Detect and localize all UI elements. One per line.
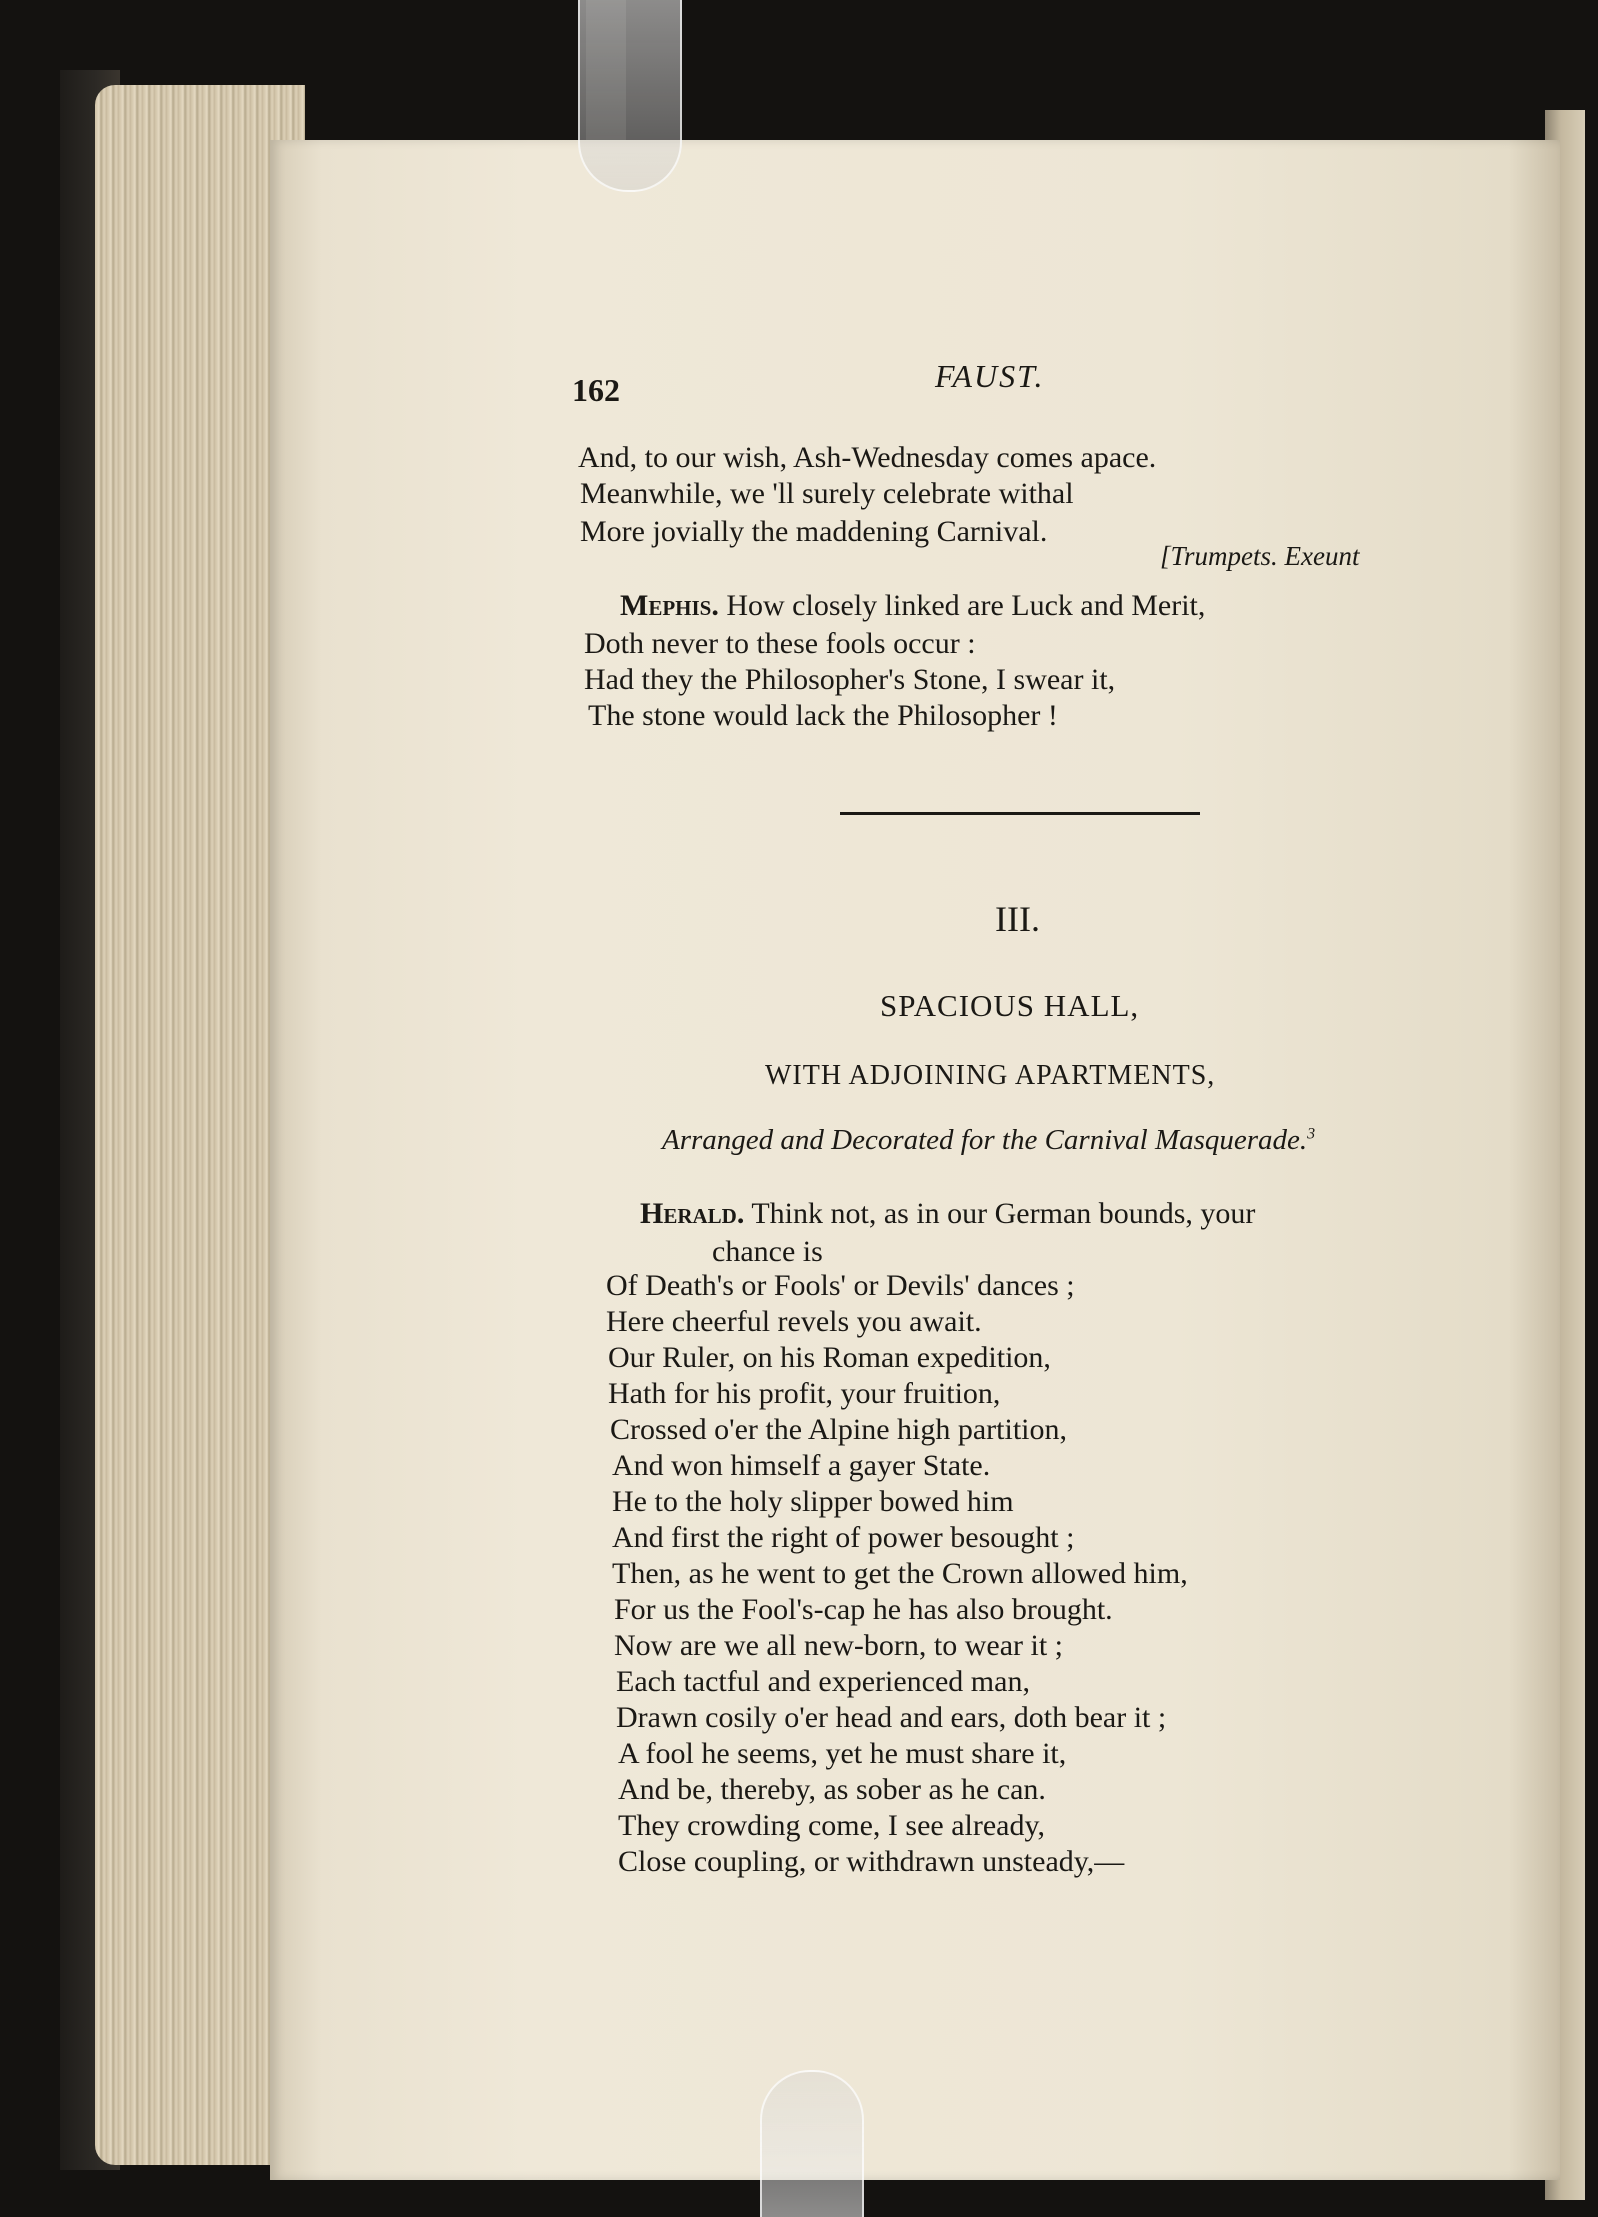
verse-line: Hath for his profit, your fruition, [608, 1377, 1001, 1410]
verse-line: The stone would lack the Philosopher ! [588, 699, 1058, 732]
speech-mephis [620, 588, 1205, 624]
verse-line: Each tactful and experienced man, [616, 1665, 1030, 1698]
scene-direction-text: Arranged and Decorated for the Carnival Masquerade. [662, 1124, 1308, 1156]
verse-line: A fool he seems, yet he must share it, [618, 1737, 1067, 1770]
verse-line: He to the holy slipper bowed him [612, 1485, 1014, 1518]
stage-direction: [Trumpets. Exeunt [1160, 541, 1360, 571]
verse-line: Here cheerful revels you await. [606, 1305, 982, 1338]
verse-line: Drawn cosily o'er head and ears, doth bear it ; [616, 1701, 1167, 1734]
section-subtitle: WITH ADJOINING APARTMENTS, [765, 1060, 1216, 1091]
verse-line: How closely linked are Luck and Merit, [726, 589, 1206, 622]
verse-line: Doth never to these fools occur : [584, 627, 976, 660]
section-divider [840, 812, 1200, 815]
footnote-mark: 3 [1307, 1125, 1316, 1143]
verse-line: Now are we all new-born, to wear it ; [614, 1629, 1064, 1662]
verse-line: Our Ruler, on his Roman expedition, [608, 1341, 1051, 1374]
verse-line: Then, as he went to get the Crown allowed him, [612, 1557, 1188, 1590]
verse-line: chance is [712, 1235, 823, 1268]
speaker-name: Mephis. [620, 589, 719, 622]
scene-direction [662, 1124, 1315, 1157]
verse-line: Meanwhile, we 'll surely celebrate withal [580, 477, 1074, 510]
page-clip-top [578, 0, 682, 192]
section-number: III. [995, 899, 1040, 939]
verse-line: They crowding come, I see already, [618, 1809, 1046, 1842]
verse-line: Crossed o'er the Alpine high partition, [610, 1413, 1068, 1446]
verse-line: And be, thereby, as sober as he can. [618, 1773, 1046, 1806]
verse-line: And first the right of power besought ; [612, 1521, 1075, 1554]
verse-line: For us the Fool's-cap he has also brought. [614, 1593, 1113, 1626]
verse-line: Of Death's or Fools' or Devils' dances ; [606, 1269, 1075, 1302]
verse-line: Close coupling, or withdrawn unsteady,— [618, 1845, 1125, 1878]
verse-line: Had they the Philosopher's Stone, I swear it, [584, 663, 1116, 696]
section-title: SPACIOUS HALL, [880, 988, 1140, 1023]
speech-herald [640, 1196, 1255, 1232]
page-clip-bottom [760, 2070, 864, 2217]
page-number: 162 [572, 372, 620, 408]
verse-line: Think not, as in our German bounds, your [751, 1197, 1256, 1230]
verse-line: And, to our wish, Ash-Wednesday comes apace. [578, 441, 1157, 474]
running-head: FAUST. [935, 358, 1045, 394]
speaker-name: Herald. [640, 1197, 745, 1230]
verse-line: And won himself a gayer State. [612, 1449, 991, 1482]
verse-line: More jovially the maddening Carnival. [580, 515, 1048, 548]
